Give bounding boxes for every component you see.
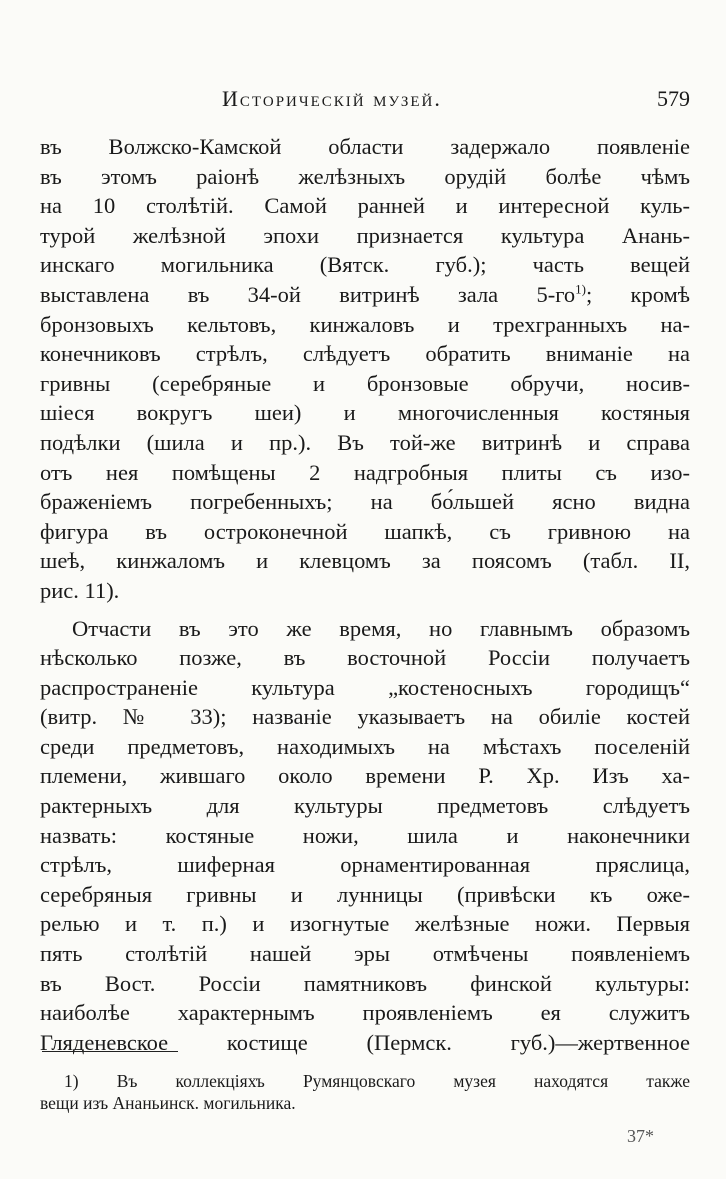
text-line: въ Волжско-Камской области задержало появленiе [40,134,690,159]
text-line: назвать: костяные ножи, шила и наконечники [40,822,690,848]
text-line: среди предметовъ, находимыхъ на мѣстахъ поселенiй [40,733,690,759]
text-line: племени, жившаго около времени Р. Хр. Изъ ха- [40,763,690,789]
text-line: Гляденевское костище (Пермск. губ.)—жертвенное [40,1029,690,1055]
text-segment: выставлена въ 34-ой витринѣ зала 5-го [40,281,576,307]
text-line: бронзовыхъ кельтовъ, кинжаловъ и трехгранныхъ на- [40,311,690,337]
body-text [40,132,690,1057]
text-line: на 10 столѣтiй. Самой ранней и интересной куль- [40,193,690,219]
text-line: (витр. № 33); названiе указываетъ на обилiе костей [40,704,690,730]
text-line: нѣсколько позже, въ восточной Россiи получаетъ [40,645,690,671]
footnote [40,1070,690,1114]
book-page [40,0,690,1179]
footnote-line: 1) Въ коллекцiяхъ Румянцовскаго музея находятся также [64,1071,690,1091]
page-title: Историческiй музей. [222,86,442,111]
text-line: конечниковъ стрѣлъ, слѣдуетъ обратить вниманiе на [40,341,690,367]
running-head [40,80,690,120]
text-line: серебряныя гривны и лунницы (привѣски къ оже- [40,881,690,907]
text-line: распространенiе культура „костеносныхъ городищъ“ [40,674,690,700]
text-line: турой желѣзной эпохи признается культура Анань- [40,222,690,248]
text-line: шеѣ, кинжаломъ и клевцомъ за поясомъ (табл. II, [40,548,690,574]
text-line: браженiемъ погребенныхъ; на бо́льшей ясно видна [40,489,690,515]
text-line: Отчасти въ это же время, но главнымъ образомъ [72,615,690,641]
text-segment: ; кромѣ [585,281,690,307]
text-line: въ этомъ раiонѣ желѣзныхъ орудiй болѣе чѣмъ [40,163,690,189]
text-line: инскаго могильника (Вятск. губ.); часть вещей [40,252,690,278]
text-line: рис. 11). [40,577,120,603]
text-line: пять столѣтiй нашей эры отмѣчены появленiемъ [40,941,690,967]
footnote-line: вещи изъ Ананьинск. могильника. [40,1093,296,1113]
footnote-ref: 1) [575,281,586,297]
text-line: рактерныхъ для культуры предметовъ слѣдуетъ [40,793,690,819]
text-line: релью и т. п.) и изогнутые желѣзные ножи. Первыя [40,911,690,937]
text-line: въ Вост. Россiи памятниковъ финской культуры: [40,970,690,996]
text-line: наиболѣе характернымъ проявленiемъ ея служитъ [40,1000,690,1026]
text-line: отъ нея помѣщены 2 надгробныя плиты съ изо- [40,459,690,485]
text-line: гривны (серебряные и бронзовые обручи, носив- [40,370,690,396]
text-line: фигура въ остроконечной шапкѣ, съ гривною на [40,518,690,544]
text-line: подѣлки (шила и пр.). Въ той-же витринѣ и справа [40,429,690,455]
page-number: 579 [657,86,690,111]
footnote-divider [42,1051,178,1052]
text-line: стрѣлъ, шиферная орнаментированная пряслица, [40,852,690,878]
text-line: шiеся вокругъ шеи) и многочисленныя костяныя [40,400,690,426]
text-line-with-footnote [40,280,690,310]
signature-mark: 37* [627,1126,654,1146]
